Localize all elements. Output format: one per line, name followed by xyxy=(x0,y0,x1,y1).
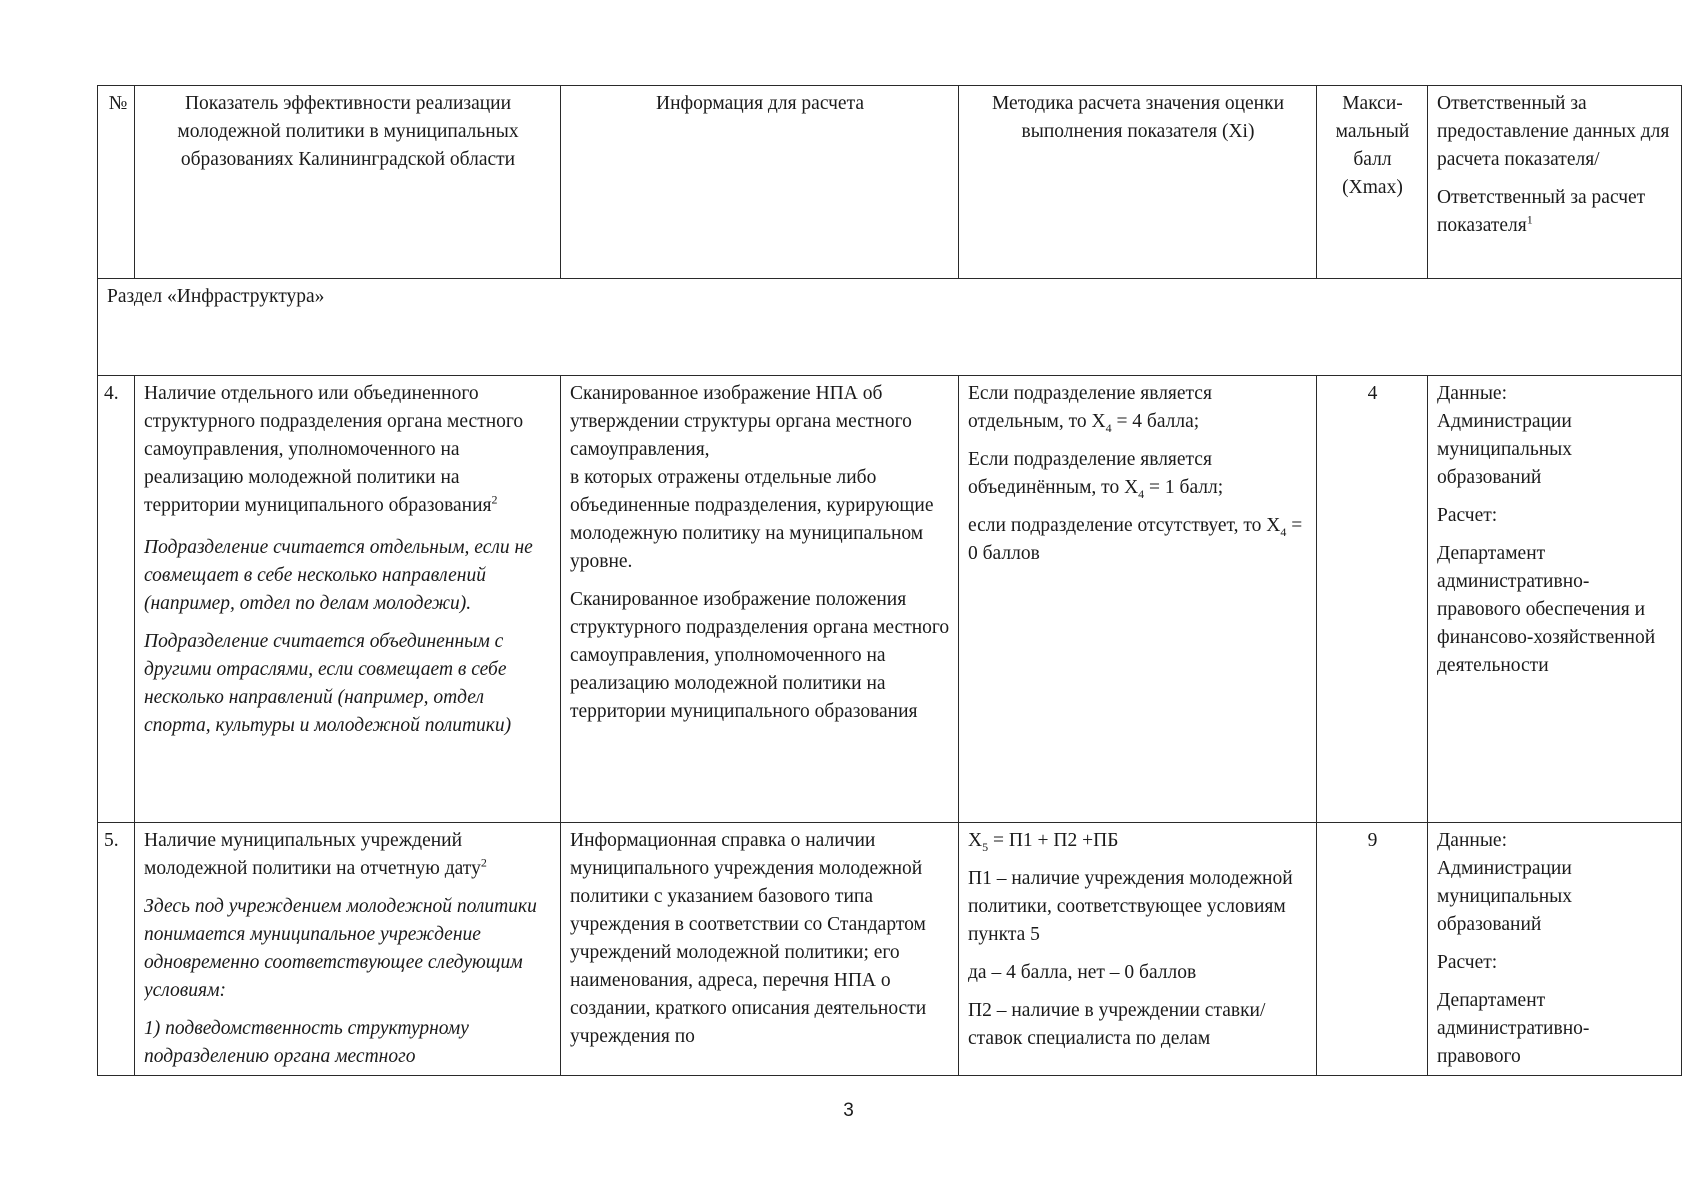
header-indicator: Показатель эффективности реализации молодежной политики в муниципальных образованиях Калининградской области xyxy=(135,86,561,279)
indicator-note: Здесь под учреждением молодежной политики понимается муниципальное учреждение одновременно соответствующее следующим условиям: xyxy=(144,896,537,1001)
method-text: Если подразделение является объединённым, то X xyxy=(968,449,1212,498)
info-text: в которых отражены отдельные либо объединенные подразделения, курирующие молодежную политику на муниципальном уровне. xyxy=(570,467,934,572)
responsible-calc-label: Расчет: xyxy=(1437,505,1498,526)
method-text: = 0 баллов xyxy=(968,515,1303,564)
indicator-note: Подразделение считается объединенным с другими отраслями, если совмещает в себе несколько направлений (например, отдел спорта, культуры и молодежной политики) xyxy=(144,631,512,736)
info-cell xyxy=(561,376,959,823)
responsible-clip xyxy=(1437,827,1673,1073)
indicator-cell xyxy=(135,376,561,823)
section-row xyxy=(98,279,1682,376)
responsible-calc-label: Расчет: xyxy=(1437,952,1498,973)
responsible-data-value: Администрации муниципальных образований xyxy=(1437,411,1573,488)
info-text: Информационная справка о наличии муниципального учреждения молодежной политики с указанием базового типа учреждения в соответствии со Стандартом учреждений молодежной политики; его наименования, адреса, перечня НПА о создании, краткого описания деятельности учреждения по xyxy=(570,830,927,1047)
header-responsible xyxy=(1428,86,1682,279)
header-responsible-calc xyxy=(1437,184,1673,240)
method-cell xyxy=(959,376,1317,823)
responsible-cell xyxy=(1428,823,1682,1076)
method-subscript: 4 xyxy=(1105,420,1112,435)
method-line xyxy=(968,446,1308,502)
responsible-calc-value: Департамент административно-правового xyxy=(1437,990,1590,1067)
indicator-note: 1) подведомственность структурному подразделению органа местного xyxy=(144,1018,469,1067)
method-subscript: 4 xyxy=(1280,524,1287,539)
indicator-cell xyxy=(135,823,561,1076)
indicator-text xyxy=(144,827,552,883)
info-text: Сканированное изображение НПА об утверждении структуры органа местного самоуправления, xyxy=(570,383,912,460)
responsible-cell xyxy=(1428,376,1682,823)
responsible-data-value: Администрации муниципальных образований xyxy=(1437,858,1573,935)
indicator-clip xyxy=(144,827,552,1073)
header-info: Информация для расчета xyxy=(561,86,959,279)
header-method: Методика расчета значения оценки выполнения показателя (Xi) xyxy=(959,86,1317,279)
indicator-text xyxy=(144,380,552,520)
table-header-row xyxy=(98,86,1682,279)
responsible-data-label: Данные: xyxy=(1437,830,1508,851)
indicators-table xyxy=(97,85,1682,1076)
method-line xyxy=(968,512,1308,568)
info-cell xyxy=(561,823,959,1076)
responsible-data-label: Данные: xyxy=(1437,383,1508,404)
method-text: = 1 балл; xyxy=(1144,477,1224,498)
max-score: 9 xyxy=(1317,823,1428,1076)
method-line: П1 – наличие учреждения молодежной политики, соответствующее условиям пункта 5 xyxy=(968,868,1293,945)
page-number: 3 xyxy=(843,1100,854,1121)
method-line xyxy=(968,380,1308,436)
method-text: = П1 + П2 +ПБ xyxy=(988,830,1119,851)
method-line: да – 4 балла, нет – 0 баллов xyxy=(968,962,1197,983)
header-max-score: Макси-мальный балл (Xmax) xyxy=(1317,86,1428,279)
method-formula xyxy=(968,827,1308,855)
footnote-ref: 2 xyxy=(491,492,498,507)
section-title: Раздел «Инфраструктура» xyxy=(98,279,1682,376)
row-number: 4. xyxy=(98,376,135,823)
info-text: Сканированное изображение положения структурного подразделения органа местного самоуправления, уполномоченного на реализацию молодежной политики на территории муниципального образования xyxy=(570,589,950,722)
header-responsible-data: Ответственный за предоставление данных для расчета показателя/ xyxy=(1437,93,1670,170)
method-clip xyxy=(968,827,1308,1073)
indicator-title: Наличие отдельного или объединенного структурного подразделения органа местного самоуправления, уполномоченного на реализацию молодежной политики на территории муниципального образования xyxy=(144,383,524,516)
header-responsible-calc-text: Ответственный за расчет показателя xyxy=(1437,187,1646,236)
method-line: П2 – наличие в учреждении ставки/ставок специалиста по делам xyxy=(968,1000,1266,1049)
max-score: 4 xyxy=(1317,376,1428,823)
method-text: X xyxy=(968,830,983,851)
responsible-calc-value: Департамент административно-правового обеспечения и финансово-хозяйственной деятельности xyxy=(1437,543,1656,676)
method-subscript: 5 xyxy=(982,839,989,854)
method-text: = 4 балла; xyxy=(1111,411,1200,432)
header-num: № xyxy=(98,86,135,279)
row-number: 5. xyxy=(98,823,135,1076)
info-clip xyxy=(570,827,950,1073)
indicator-note: Подразделение считается отдельным, если не совмещает в себе несколько направлений (например, отдел по делам молодежи). xyxy=(144,537,533,614)
footnote-ref: 1 xyxy=(1526,212,1533,227)
footnote-ref: 2 xyxy=(480,855,487,870)
table-row xyxy=(98,376,1682,823)
indicator-title: Наличие муниципальных учреждений молодежной политики на отчетную дату xyxy=(144,830,481,879)
method-text: Если подразделение является отдельным, то X xyxy=(968,383,1212,432)
method-cell xyxy=(959,823,1317,1076)
method-text: если подразделение отсутствует, то X xyxy=(968,515,1281,536)
method-subscript: 4 xyxy=(1138,486,1145,501)
table-row xyxy=(98,823,1682,1076)
